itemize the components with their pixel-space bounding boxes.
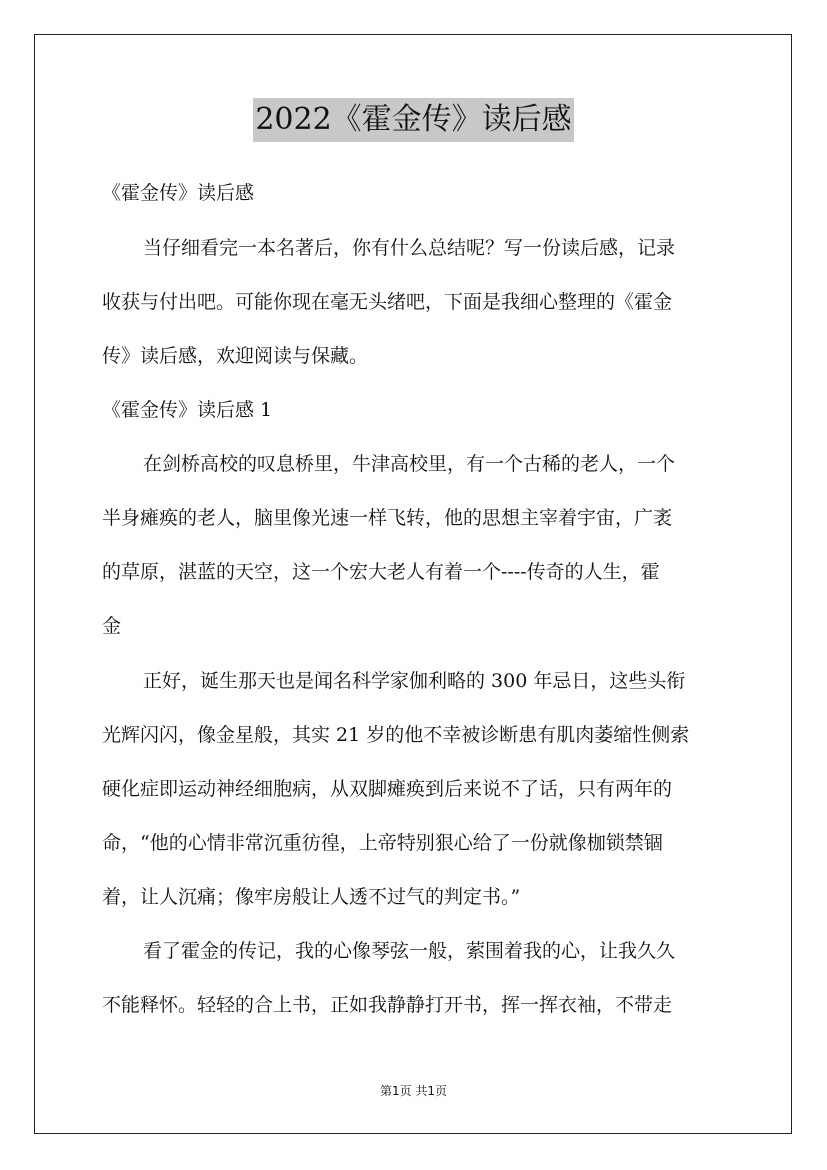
paragraph-line: 在剑桥高校的叹息桥里，牛津高校里，有一个古稀的老人，一个 [143, 453, 676, 475]
subheading: 《霍金传》读后感 [102, 182, 255, 204]
paragraph-line: 不能释怀。轻轻的合上书，正如我静静打开书，挥一挥衣袖，不带走 [102, 994, 673, 1016]
paragraph-line: 看了霍金的传记，我的心像琴弦一般，萦围着我的心，让我久久 [143, 940, 676, 962]
paragraph-line: 命，“他的心情非常沉重彷徨，上帝特别狠心给了一份就像枷锁禁锢 [102, 832, 663, 854]
paragraph-line: 当仔细看完一本名著后，你有什么总结呢？写一份读后感，记录 [143, 237, 676, 259]
section-heading: 《霍金传》读后感 1 [102, 399, 273, 421]
paragraph-line: 半身瘫痪的老人，脑里像光速一样飞转，他的思想主宰着宇宙，广袤 [102, 507, 673, 529]
paragraph-line: 的草原，湛蓝的天空，这一个宏大老人有着一个----传奇的人生，霍 [102, 561, 660, 583]
paragraph-line: 光辉闪闪，像金星般，其实 21 岁的他不幸被诊断患有肌肉萎缩性侧索 [102, 724, 690, 746]
paragraph-line: 金 [102, 615, 122, 637]
paragraph-line: 收获与付出吧。可能你现在毫无头绪吧，下面是我细心整理的《霍金 [102, 291, 673, 313]
paragraph-line: 正好，诞生那天也是闻名科学家伽利略的 300 年忌日，这些头衔 [143, 670, 686, 692]
document-title-wrap [0, 98, 827, 142]
paragraph-line: 硬化症即运动神经细胞病，从双脚瘫痪到后来说不了话，只有两年的 [102, 778, 673, 800]
paragraph-line: 传》读后感，欢迎阅读与保藏。 [102, 345, 369, 367]
page-footer: 第1页 共1页 [379, 1084, 448, 1098]
document-title: 2022《霍金传》读后感 [253, 98, 573, 142]
paragraph-line: 着，让人沉痛；像牢房般让人透不过气的判定书。” [102, 886, 521, 908]
